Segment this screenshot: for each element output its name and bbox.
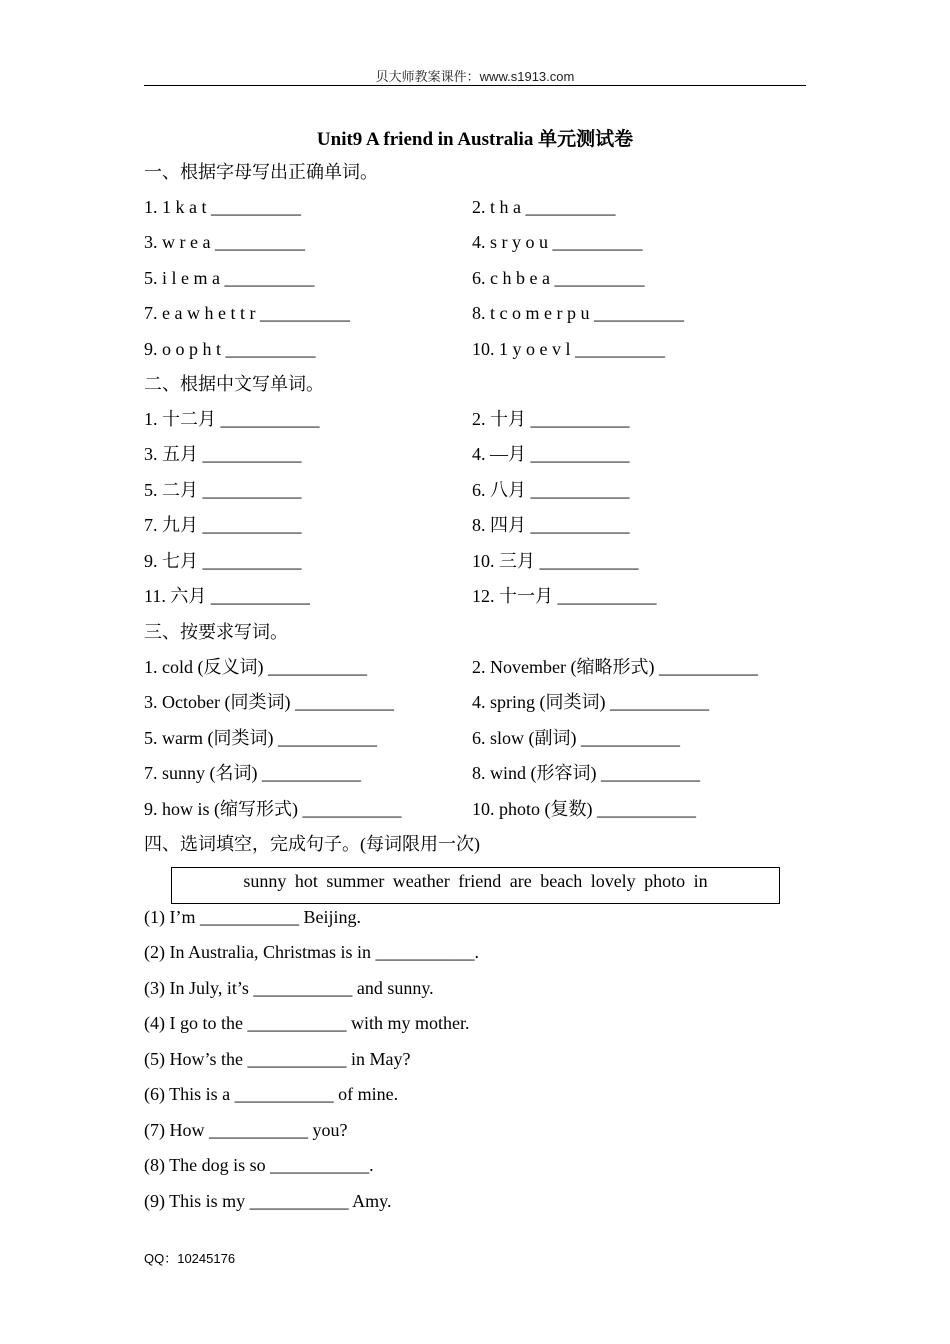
page-header: 贝大师教案课件：www.s1913.com <box>375 69 575 84</box>
section3-row <box>144 796 806 822</box>
exercise-item: 11. 六月 ___________ <box>144 586 310 606</box>
section3-row <box>144 725 806 751</box>
section4-heading: 四、选词填空，完成句子。(每词限用一次) <box>144 834 480 854</box>
section3-row <box>144 654 806 680</box>
exercise-item: 6. slow (副词) ___________ <box>472 728 680 748</box>
section3-heading: 三、按要求写词。 <box>144 622 288 642</box>
exercise-item: 5. i l e m a __________ <box>144 268 315 288</box>
exercise-item: 8. 四月 ___________ <box>472 515 630 535</box>
section1-row <box>144 265 806 291</box>
fill-sentence: (7) How ___________ you? <box>144 1120 348 1140</box>
section2-row <box>144 548 806 574</box>
exercise-item: 1. 十二月 ___________ <box>144 409 320 429</box>
section2-row <box>144 512 806 538</box>
exercise-item: 1. 1 k a t __________ <box>144 197 301 217</box>
section1-row <box>144 229 806 255</box>
exercise-item: 3. October (同类词) ___________ <box>144 692 394 712</box>
exercise-item: 7. 九月 ___________ <box>144 515 302 535</box>
exercise-item: 10. 1 y o e v l __________ <box>472 339 665 359</box>
exercise-item: 5. warm (同类词) ___________ <box>144 728 377 748</box>
exercise-item: 4. s r y o u __________ <box>472 232 643 252</box>
exercise-item: 10. photo (复数) ___________ <box>472 799 696 819</box>
fill-sentence: (4) I go to the ___________ with my mother. <box>144 1013 470 1033</box>
exercise-item: 8. t c o m e r p u __________ <box>472 303 684 323</box>
exercise-item: 3. 五月 ___________ <box>144 444 302 464</box>
exercise-item: 8. wind (形容词) ___________ <box>472 763 700 783</box>
exercise-item: 2. November (缩略形式) ___________ <box>472 657 758 677</box>
exercise-item: 4. spring (同类词) ___________ <box>472 692 709 712</box>
exercise-item: 7. sunny (名词) ___________ <box>144 763 361 783</box>
exercise-item: 7. e a w h e t t r __________ <box>144 303 350 323</box>
fill-sentence: (9) This is my ___________ Amy. <box>144 1191 392 1211</box>
exercise-item: 6. 八月 ___________ <box>472 480 630 500</box>
exercise-item: 3. w r e a __________ <box>144 232 305 252</box>
exercise-item: 5. 二月 ___________ <box>144 480 302 500</box>
section2-row <box>144 477 806 503</box>
exercise-item: 1. cold (反义词) ___________ <box>144 657 367 677</box>
fill-sentence: (2) In Australia, Christmas is in ___________. <box>144 942 479 962</box>
section1-row <box>144 336 806 362</box>
fill-sentence: (1) I’m ___________ Beijing. <box>144 907 361 927</box>
section2-row <box>144 406 806 432</box>
fill-sentence: (8) The dog is so ___________. <box>144 1155 374 1175</box>
section3-row <box>144 689 806 715</box>
exercise-item: 10. 三月 ___________ <box>472 551 639 571</box>
fill-sentence: (3) In July, it’s ___________ and sunny. <box>144 978 434 998</box>
section2-row <box>144 441 806 467</box>
exercise-item: 12. 十一月 ___________ <box>472 586 657 606</box>
section1-row <box>144 194 806 220</box>
section1-heading: 一、根据字母写出正确单词。 <box>144 162 378 182</box>
page-title: Unit9 A friend in Australia 单元测试卷 <box>316 129 634 150</box>
exercise-item: 6. c h b e a __________ <box>472 268 645 288</box>
fill-sentence: (5) How’s the ___________ in May? <box>144 1049 411 1069</box>
section2-row <box>144 583 806 609</box>
exercise-item: 2. t h a __________ <box>472 197 616 217</box>
header-divider <box>144 85 806 86</box>
word-bank-box: sunny hot summer weather friend are beach lovely photo in <box>171 867 780 904</box>
exercise-item: 9. 七月 ___________ <box>144 551 302 571</box>
section3-row <box>144 760 806 786</box>
exercise-item: 9. o o p h t __________ <box>144 339 316 359</box>
exercise-item: 9. how is (缩写形式) ___________ <box>144 799 402 819</box>
page-footer: QQ：10245176 <box>144 1251 236 1266</box>
exercise-item: 4. —月 ___________ <box>472 444 630 464</box>
section1-row <box>144 300 806 326</box>
fill-sentence: (6) This is a ___________ of mine. <box>144 1084 399 1104</box>
section2-heading: 二、根据中文写单词。 <box>144 374 324 394</box>
exercise-item: 2. 十月 ___________ <box>472 409 630 429</box>
